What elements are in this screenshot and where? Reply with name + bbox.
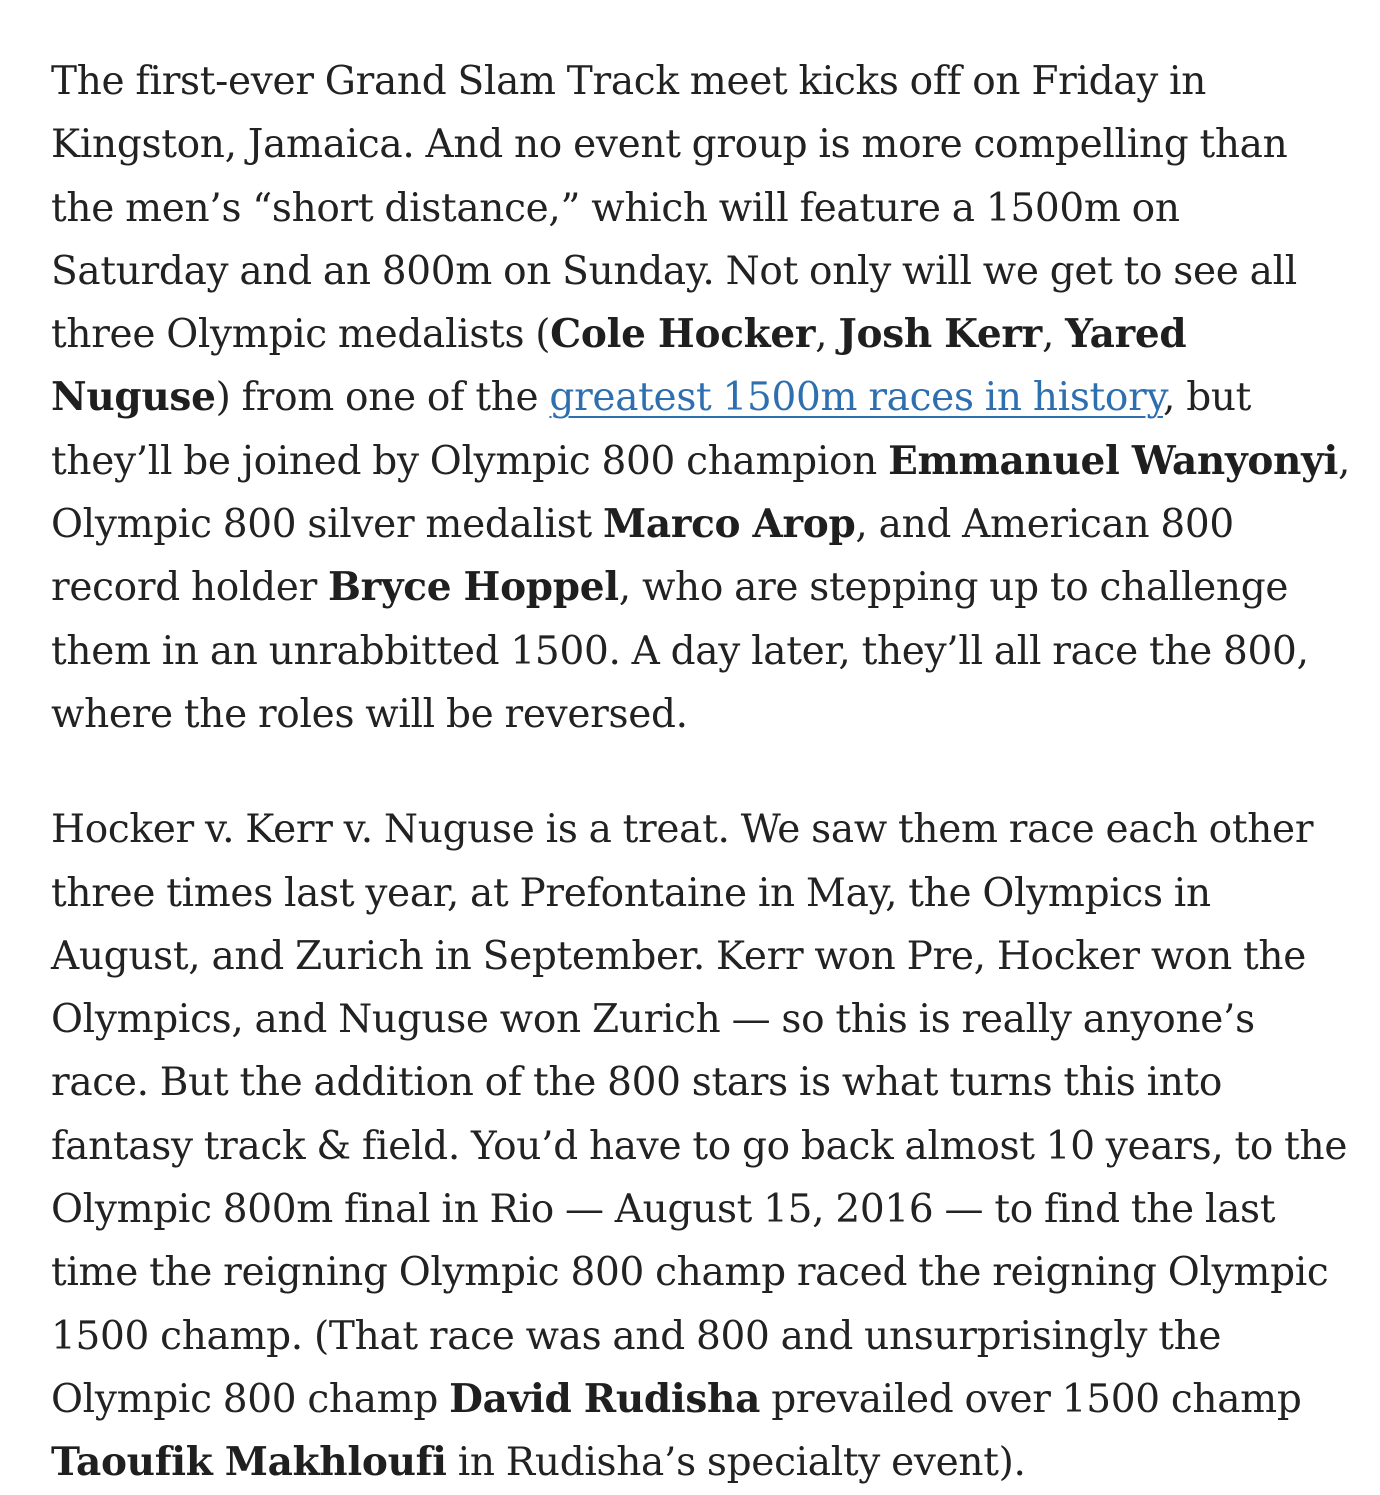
text-segment: , Olympic 800 silver medalist bbox=[51, 438, 1351, 548]
athlete-name-yared-nuguse: Yared Nuguse bbox=[51, 311, 1187, 421]
athlete-name-david-rudisha: David Rudisha bbox=[449, 1375, 761, 1422]
text-segment: , bbox=[1041, 312, 1066, 358]
text-segment: prevailed over 1500 champ bbox=[760, 1376, 1302, 1422]
text-segment: in Rudisha’s specialty event). bbox=[446, 1440, 1026, 1486]
text-segment: Hocker v. Kerr v. Nuguse is a treat. We saw them race each other three times last year, at Prefontaine in May, the Olympics in August, and Zurich in September. Kerr won Pre, Hocker won the Olympics, and Nuguse won Zurich — so this is really anyone’s race. But the addition of the 800 stars is what turns this into fantasy track & field. You’d have to go back almost 10 years, to the Olympic 800m final in Rio — August 15, 2016 — to find the last time the reigning Olympic 800 champ raced the reigning Olympic 1500 champ. (That race was and 800 and unsurprisingly the Olympic 800 champ bbox=[51, 807, 1348, 1422]
athlete-name-marco-arop: Marco Arop bbox=[603, 501, 856, 548]
text-segment: , but they’ll be joined by Olympic 800 champion bbox=[51, 375, 1252, 484]
article-body bbox=[51, 50, 1351, 1495]
text-segment: , and American 800 record holder bbox=[51, 502, 1234, 611]
text-segment: , bbox=[815, 312, 839, 358]
athlete-name-emmanuel-wanyonyi: Emmanuel Wanyonyi bbox=[888, 437, 1338, 484]
athlete-name-cole-hocker: Cole Hocker bbox=[550, 311, 816, 358]
athlete-name-josh-kerr: Josh Kerr bbox=[838, 311, 1042, 358]
paragraph-analysis bbox=[51, 798, 1351, 1494]
text-segment: ) from one of the bbox=[215, 375, 550, 421]
text-segment: The first-ever Grand Slam Track meet kicks off on Friday in Kingston, Jamaica. And no event group is more compelling than the men’s “short distance,” which will feature a 1500m on Saturday and an 800m on Sunday. Not only will we get to see all three Olympic medalists ( bbox=[51, 59, 1297, 358]
text-segment: , who are stepping up to challenge them in an unrabbitted 1500. A day later, they’ll all race the 800, where the roles will be reversed. bbox=[51, 565, 1309, 737]
athlete-name-taoufik-makhloufi: Taoufik Makhloufi bbox=[51, 1439, 447, 1486]
greatest-races-link[interactable]: greatest 1500m races in history bbox=[549, 375, 1163, 421]
athlete-name-bryce-hoppel: Bryce Hoppel bbox=[328, 564, 619, 611]
paragraph-intro bbox=[51, 50, 1351, 746]
